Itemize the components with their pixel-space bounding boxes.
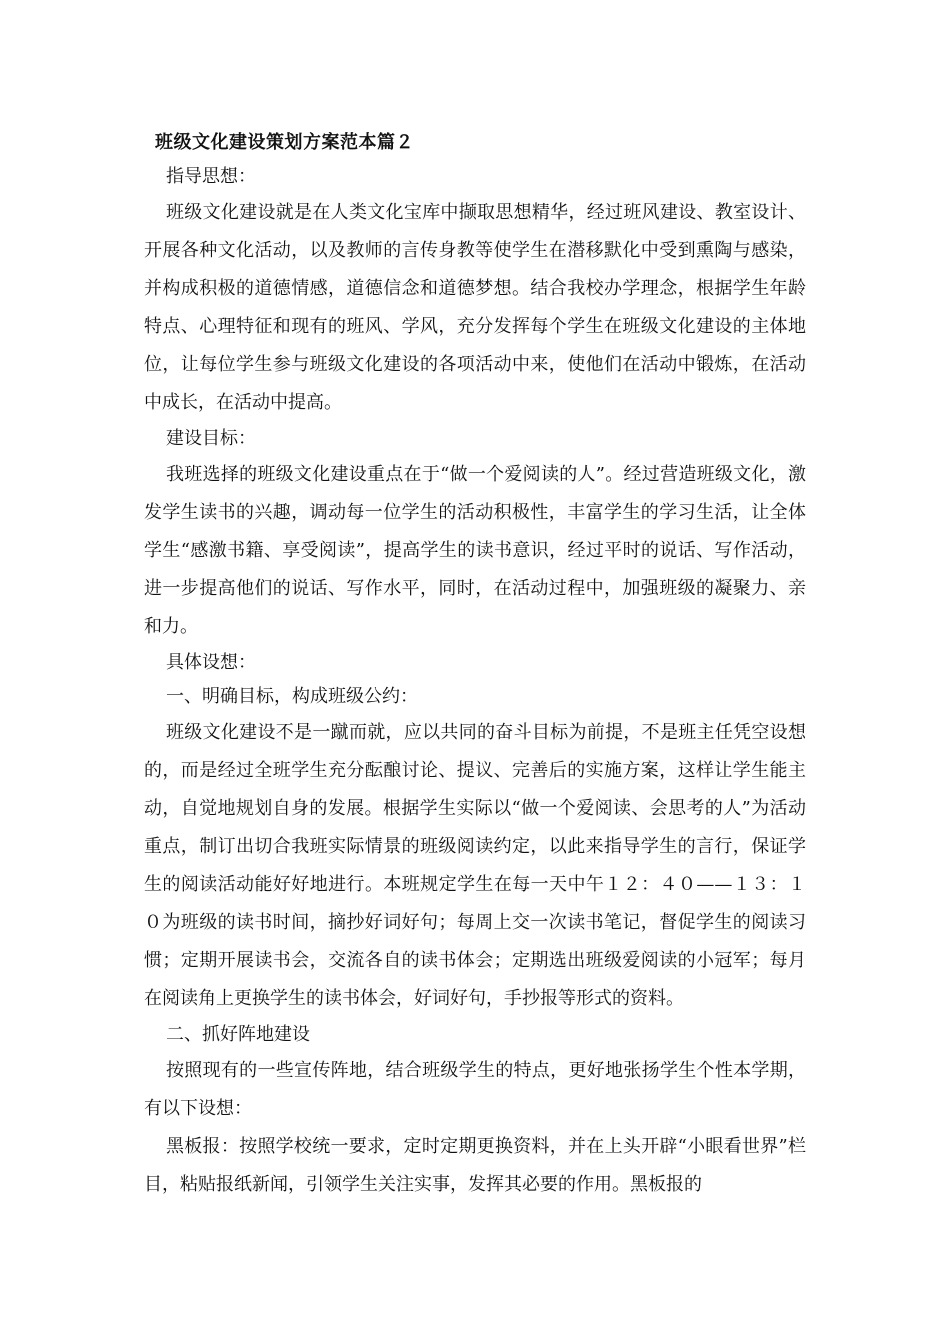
section-heading-clear-goals: 一、明确目标，构成班级公约： — [166, 686, 418, 707]
section-heading-positions: 二、抓好阵地建设 — [166, 1024, 310, 1045]
paragraph-goals: 我班选择的班级文化建设重点在于“做一个爱阅读的人”。经过营造班级文化，激发学生读书的兴趣，调动每一位学生的活动积极性，丰富学生的学习生活，让全体学生“感激书籍、享受阅读”，提高学生的读书意识，经过平时的说话、写作活动，进一步提高他们的说话、写作水平，同时，在活动过程中，加强班级的凝聚力、亲和力。 — [144, 464, 806, 637]
section-heading-plans: 具体设想： — [166, 652, 256, 673]
section-heading-guiding-ideas: 指导思想： — [166, 166, 256, 187]
paragraph-blackboard: 黑板报：按照学校统一要求，定时定期更换资料，并在上头开辟“小眼看世界”栏目，粘贴报纸新闻，引领学生关注实事，发挥其必要的作用。黑板报的 — [144, 1136, 806, 1195]
section-heading-goals: 建设目标： — [166, 428, 256, 449]
document-body — [144, 126, 806, 1204]
paragraph-positions-intro: 按照现有的一些宣传阵地，结合班级学生的特点，更好地张扬学生个性本学期，有以下设想： — [144, 1060, 806, 1119]
paragraph-guiding-ideas: 班级文化建设就是在人类文化宝库中撷取思想精华，经过班风建设、教室设计、开展各种文化活动，以及教师的言传身教等使学生在潜移默化中受到熏陶与感染，并构成积极的道德情感，道德信念和道德梦想。结合我校办学理念，根据学生年龄特点、心理特征和现有的班风、学风，充分发挥每个学生在班级文化建设的主体地位，让每位学生参与班级文化建设的各项活动中来，使他们在活动中锻炼，在活动中成长，在活动中提高。 — [144, 202, 806, 413]
document-title: 班级文化建设策划方案范本篇２ — [155, 132, 414, 153]
paragraph-class-convention: 班级文化建设不是一蹴而就，应以共同的奋斗目标为前提，不是班主任凭空设想的，而是经过全班学生充分酝酿讨论、提议、完善后的实施方案，这样让学生能主动，自觉地规划自身的发展。根据学生实际以“做一个爱阅读、会思考的人”为活动重点，制订出切合我班实际情景的班级阅读约定，以此来指导学生的言行，保证学生的阅读活动能好好地进行。本班规定学生在每一天中午１２：４０——１３：１０为班级的读书时间，摘抄好词好句；每周上交一次读书笔记，督促学生的阅读习惯；定期开展读书会，交流各自的读书体会；定期选出班级爱阅读的小冠军；每月在阅读角上更换学生的读书体会，好词好句，手抄报等形式的资料。 — [144, 722, 806, 1009]
